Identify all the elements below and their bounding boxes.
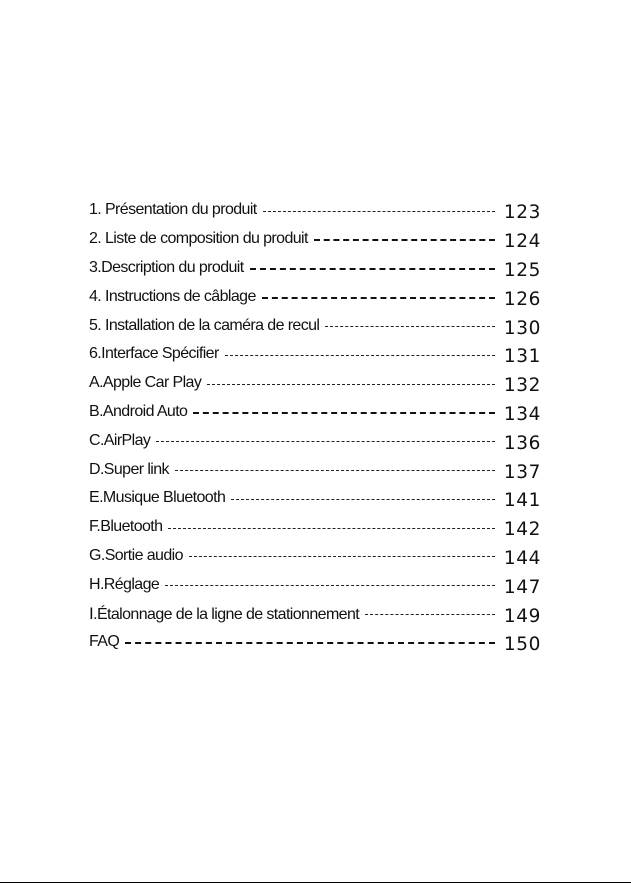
toc-page-number: 125 bbox=[503, 259, 541, 281]
toc-entry-title: C.AirPlay bbox=[89, 431, 151, 449]
toc-dot-leader bbox=[225, 355, 495, 356]
toc-dot-leader bbox=[168, 528, 495, 529]
toc-dot-leader bbox=[263, 211, 495, 212]
toc-entry-title: 3.Description du produit bbox=[89, 258, 244, 276]
toc-entry[interactable] bbox=[89, 513, 541, 542]
toc-dot-leader bbox=[193, 412, 495, 414]
toc-entry-title: G.Sortie audio bbox=[89, 546, 183, 564]
toc-entry-title: 1. Présentation du produit bbox=[89, 201, 257, 219]
toc-entry[interactable] bbox=[89, 196, 541, 225]
toc-page-number: 144 bbox=[503, 547, 541, 569]
toc-entry-title: 5. Installation de la caméra de recul bbox=[89, 316, 320, 334]
toc-entry-title: H.Réglage bbox=[89, 575, 160, 593]
toc-entry-title: FAQ bbox=[89, 633, 120, 651]
toc-page-number: 130 bbox=[503, 317, 541, 339]
toc-page-number: 132 bbox=[503, 375, 541, 397]
toc-entry[interactable] bbox=[89, 628, 541, 657]
table-of-contents bbox=[89, 196, 541, 657]
toc-dot-leader bbox=[262, 297, 495, 299]
toc-dot-leader bbox=[314, 239, 495, 241]
toc-dot-leader bbox=[189, 556, 495, 557]
toc-entry[interactable] bbox=[89, 311, 541, 340]
toc-entry-title: A.Apple Car Play bbox=[89, 374, 202, 392]
toc-page-number: 141 bbox=[503, 490, 541, 512]
toc-dot-leader bbox=[207, 384, 495, 385]
toc-dot-leader bbox=[325, 326, 495, 327]
toc-entry-title: 4. Instructions de câblage bbox=[89, 287, 256, 305]
toc-entry[interactable] bbox=[89, 340, 541, 369]
toc-dot-leader bbox=[165, 585, 495, 586]
toc-entry[interactable] bbox=[89, 254, 541, 283]
toc-entry[interactable] bbox=[89, 225, 541, 254]
toc-entry[interactable] bbox=[89, 542, 541, 571]
toc-entry[interactable] bbox=[89, 455, 541, 484]
toc-page-number: 126 bbox=[503, 288, 541, 310]
toc-entry-title: Ⅰ.Étalonnage de la ligne de stationnement bbox=[89, 605, 360, 623]
toc-page-number: 150 bbox=[503, 634, 541, 656]
toc-entry-title: D.Super link bbox=[89, 460, 169, 478]
toc-entry[interactable] bbox=[89, 426, 541, 455]
toc-page-number: 123 bbox=[503, 202, 541, 224]
toc-entry[interactable] bbox=[89, 484, 541, 513]
toc-entry-title: E.Musique Bluetooth bbox=[89, 489, 226, 507]
toc-entry-title: B.Android Auto bbox=[89, 402, 188, 420]
toc-page-number: 137 bbox=[503, 461, 541, 483]
toc-page-number: 149 bbox=[503, 605, 541, 627]
toc-entry[interactable] bbox=[89, 282, 541, 311]
toc-page-number: 134 bbox=[503, 403, 541, 425]
toc-dot-leader bbox=[125, 642, 495, 644]
toc-entry[interactable] bbox=[89, 570, 541, 599]
toc-dot-leader bbox=[156, 441, 495, 442]
toc-entry[interactable] bbox=[89, 398, 541, 427]
toc-dot-leader bbox=[365, 614, 495, 615]
toc-entry-title: 6.Interface Spécifier bbox=[89, 345, 219, 363]
toc-page-number: 147 bbox=[503, 576, 541, 598]
toc-dot-leader bbox=[231, 499, 495, 500]
toc-dot-leader bbox=[175, 470, 495, 471]
toc-page-number: 136 bbox=[503, 432, 541, 454]
toc-entry-title: 2. Liste de composition du produit bbox=[89, 230, 308, 248]
toc-entry[interactable] bbox=[89, 369, 541, 398]
toc-dot-leader bbox=[250, 268, 495, 270]
toc-page-number: 142 bbox=[503, 519, 541, 541]
toc-page-number: 124 bbox=[503, 231, 541, 253]
toc-entry[interactable] bbox=[89, 599, 541, 628]
toc-entry-title: F.Bluetooth bbox=[89, 518, 163, 536]
toc-page-number: 131 bbox=[503, 346, 541, 368]
